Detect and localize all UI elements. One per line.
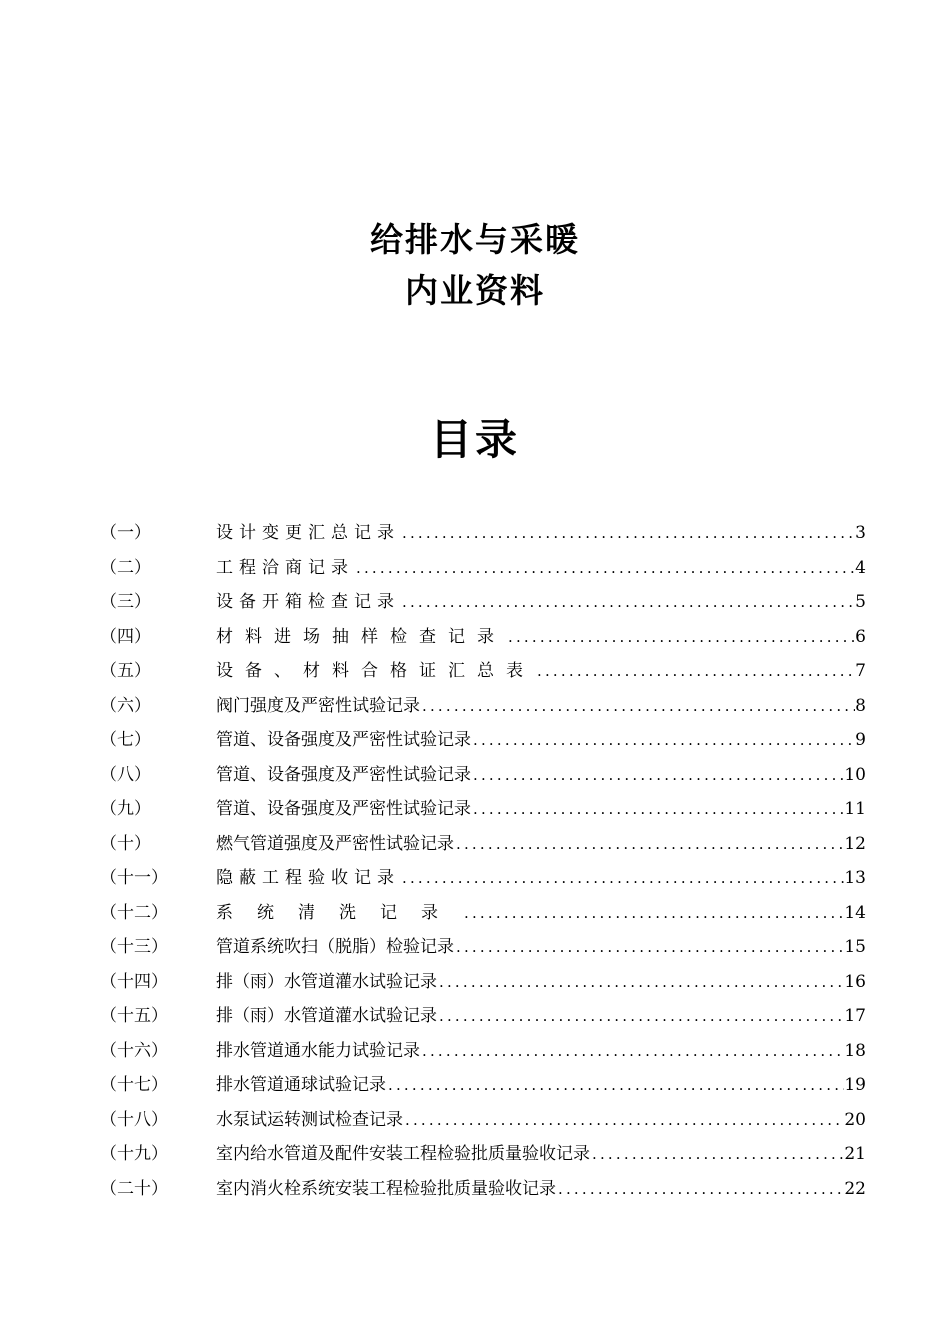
toc-entry-title: 阀门强度及严密性试验记录 bbox=[216, 695, 420, 716]
toc-entry-page: 18 bbox=[844, 1040, 866, 1061]
toc-entry-number: （十三） bbox=[100, 937, 168, 957]
toc-entry-12[interactable] bbox=[100, 900, 866, 935]
toc-entry-13[interactable] bbox=[100, 934, 866, 969]
toc-entry-number: （三） bbox=[100, 592, 151, 612]
toc-entry-title: 排（雨）水管道灌水试验记录 bbox=[216, 1006, 437, 1026]
toc-entry-title: 管道、设备强度及严密性试验记录 bbox=[216, 764, 471, 785]
toc-entry-page: 7 bbox=[855, 661, 866, 681]
toc-leader-dots bbox=[420, 1038, 844, 1064]
toc-heading: 目录 bbox=[429, 415, 520, 464]
toc-entry-2[interactable] bbox=[100, 555, 866, 590]
toc-entry-title: 隐蔽工程验收记录 bbox=[216, 868, 400, 888]
toc-entry-number: （四） bbox=[100, 626, 151, 647]
toc-entry-page: 10 bbox=[844, 764, 866, 785]
toc-leader-dots bbox=[535, 658, 855, 684]
toc-entry-number: （十二） bbox=[100, 902, 168, 923]
toc-entry-page: 20 bbox=[844, 1109, 866, 1130]
toc-leader-dots bbox=[454, 934, 844, 960]
toc-entry-3[interactable] bbox=[100, 589, 866, 624]
toc-entry-10[interactable] bbox=[100, 831, 866, 866]
toc-entry-page: 21 bbox=[844, 1144, 866, 1164]
toc-entry-page: 17 bbox=[844, 1006, 866, 1026]
toc-entry-page: 3 bbox=[855, 523, 866, 543]
toc-leader-dots bbox=[556, 1176, 844, 1202]
toc-leader-dots bbox=[437, 969, 844, 995]
toc-entry-title: 排（雨）水管道灌水试验记录 bbox=[216, 971, 437, 992]
toc-entry-4[interactable] bbox=[100, 624, 866, 659]
toc-entry-1[interactable] bbox=[100, 520, 866, 555]
toc-entry-page: 5 bbox=[855, 592, 866, 612]
toc-entry-17[interactable] bbox=[100, 1072, 866, 1107]
toc-leader-dots bbox=[400, 520, 855, 546]
toc-entry-number: （十九） bbox=[100, 1144, 168, 1164]
toc-entry-number: （九） bbox=[100, 799, 151, 819]
toc-entry-7[interactable] bbox=[100, 727, 866, 762]
toc-entry-title: 设计变更汇总记录 bbox=[216, 523, 400, 543]
toc-entry-15[interactable] bbox=[100, 1003, 866, 1038]
toc-entry-page: 11 bbox=[844, 799, 866, 819]
toc-entry-16[interactable] bbox=[100, 1038, 866, 1073]
toc-leader-dots bbox=[354, 555, 855, 581]
toc-entry-page: 19 bbox=[844, 1075, 866, 1095]
toc-leader-dots bbox=[471, 762, 844, 788]
toc-entry-page: 8 bbox=[855, 695, 866, 716]
toc-entry-title: 燃气管道强度及严密性试验记录 bbox=[216, 833, 454, 854]
toc-leader-dots bbox=[454, 831, 844, 857]
toc-entry-9[interactable] bbox=[100, 796, 866, 831]
toc-leader-dots bbox=[471, 727, 855, 753]
toc-entry-title: 管道、设备强度及严密性试验记录 bbox=[216, 799, 471, 819]
toc-leader-dots bbox=[386, 1072, 844, 1098]
toc-entry-14[interactable] bbox=[100, 969, 866, 1004]
toc-leader-dots bbox=[400, 865, 844, 891]
toc-leader-dots bbox=[471, 796, 844, 822]
toc-leader-dots bbox=[403, 1107, 844, 1133]
toc-entry-page: 16 bbox=[844, 971, 866, 992]
toc-entry-number: （十七） bbox=[100, 1075, 168, 1095]
toc-entry-19[interactable] bbox=[100, 1141, 866, 1176]
toc-entry-page: 12 bbox=[844, 833, 866, 854]
toc-entry-number: （十一） bbox=[100, 868, 168, 888]
toc-entry-number: （十六） bbox=[100, 1040, 168, 1061]
toc-entry-number: （五） bbox=[100, 661, 151, 681]
toc-entry-page: 22 bbox=[844, 1178, 866, 1199]
toc-entry-number: （二） bbox=[100, 557, 151, 578]
toc-leader-dots bbox=[420, 693, 855, 719]
toc-leader-dots bbox=[506, 624, 855, 650]
toc-entry-title: 系统清洗记录 bbox=[216, 902, 462, 923]
toc-entry-number: （十） bbox=[100, 833, 151, 854]
document-title-line1: 给排水与采暖 bbox=[370, 220, 580, 259]
toc-entry-page: 9 bbox=[855, 730, 866, 750]
toc-leader-dots bbox=[462, 900, 844, 926]
toc-leader-dots bbox=[400, 589, 855, 615]
toc-entry-8[interactable] bbox=[100, 762, 866, 797]
toc-entry-title: 设备开箱检查记录 bbox=[216, 592, 400, 612]
toc-entry-title: 水泵试运转测试检查记录 bbox=[216, 1109, 403, 1130]
toc-entry-title: 管道系统吹扫（脱脂）检验记录 bbox=[216, 937, 454, 957]
table-of-contents bbox=[100, 520, 866, 1210]
document-title-line2: 内业资料 bbox=[405, 271, 545, 310]
toc-entry-11[interactable] bbox=[100, 865, 866, 900]
toc-entry-title: 材料进场抽样检查记录 bbox=[216, 626, 506, 647]
toc-leader-dots bbox=[590, 1141, 844, 1167]
toc-entry-20[interactable] bbox=[100, 1176, 866, 1211]
toc-entry-page: 14 bbox=[844, 902, 866, 923]
toc-entry-page: 15 bbox=[844, 937, 866, 957]
toc-entry-18[interactable] bbox=[100, 1107, 866, 1142]
toc-entry-title: 排水管道通球试验记录 bbox=[216, 1075, 386, 1095]
toc-entry-title: 管道、设备强度及严密性试验记录 bbox=[216, 730, 471, 750]
toc-entry-page: 6 bbox=[855, 626, 866, 647]
toc-leader-dots bbox=[437, 1003, 844, 1029]
toc-entry-title: 室内消火栓系统安装工程检验批质量验收记录 bbox=[216, 1178, 556, 1199]
toc-entry-5[interactable] bbox=[100, 658, 866, 693]
toc-entry-number: （七） bbox=[100, 730, 151, 750]
toc-entry-number: （十四） bbox=[100, 971, 168, 992]
toc-entry-number: （八） bbox=[100, 764, 151, 785]
toc-entry-number: （二十） bbox=[100, 1178, 168, 1199]
toc-entry-number: （一） bbox=[100, 523, 151, 543]
toc-entry-number: （六） bbox=[100, 695, 151, 716]
toc-entry-6[interactable] bbox=[100, 693, 866, 728]
toc-entry-page: 4 bbox=[855, 557, 866, 578]
toc-entry-number: （十五） bbox=[100, 1006, 168, 1026]
toc-entry-title: 工程洽商记录 bbox=[216, 557, 354, 578]
toc-entry-number: （十八） bbox=[100, 1109, 168, 1130]
toc-entry-title: 设备、材料合格证汇总表 bbox=[216, 661, 535, 681]
toc-entry-page: 13 bbox=[844, 868, 866, 888]
toc-entry-title: 室内给水管道及配件安装工程检验批质量验收记录 bbox=[216, 1144, 590, 1164]
toc-entry-title: 排水管道通水能力试验记录 bbox=[216, 1040, 420, 1061]
